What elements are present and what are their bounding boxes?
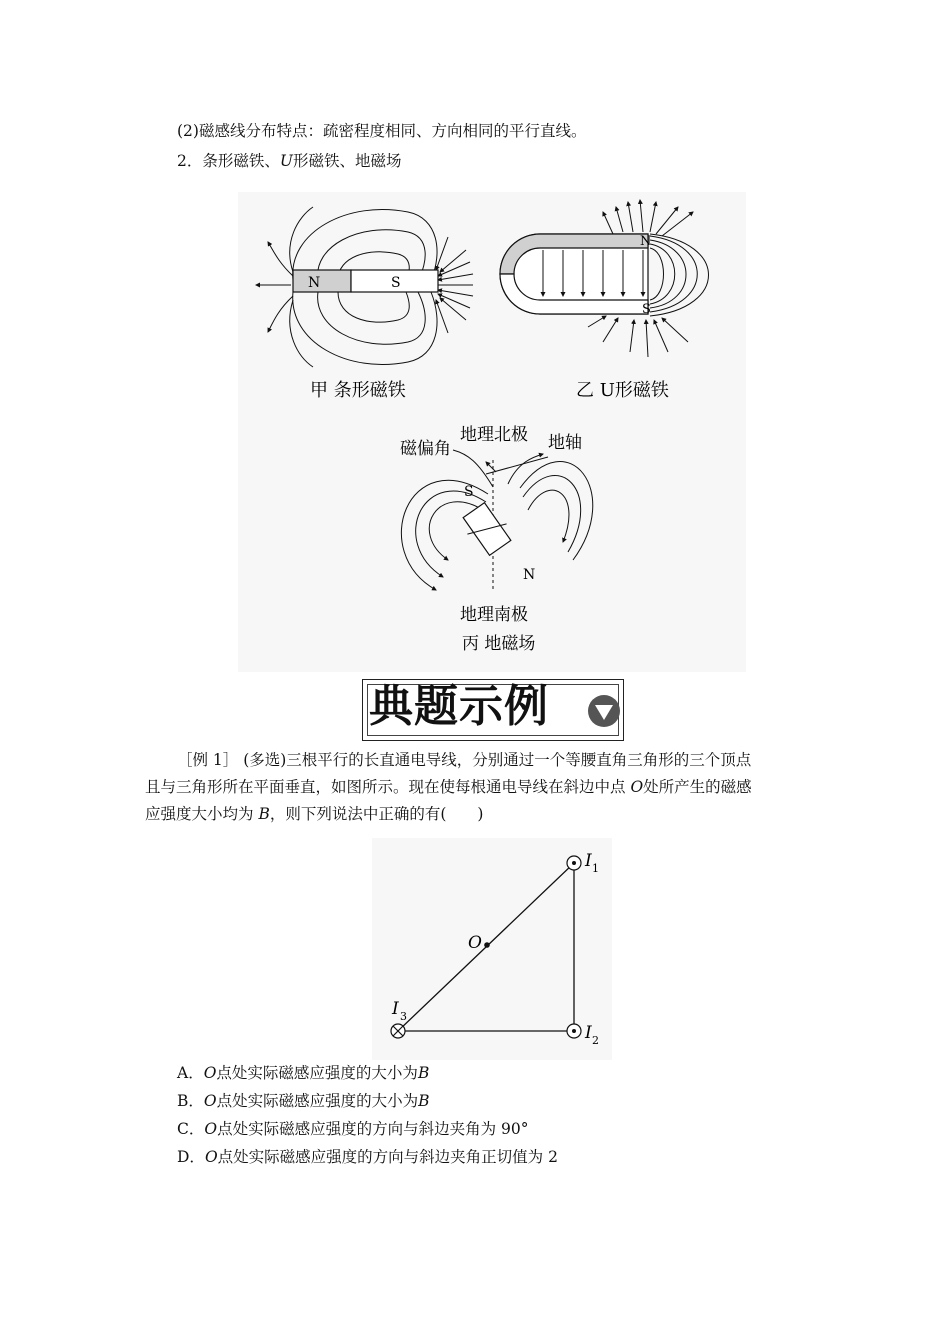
heading-2-u: U xyxy=(279,152,293,170)
label-o: O xyxy=(468,933,482,953)
south-geo-label: 地理南极 xyxy=(460,605,528,625)
item-2-text: (2)磁感线分布特点：疏密程度相同、方向相同的平行直线。 xyxy=(177,122,587,140)
example-line-3-b: ，则下列说法中正确的有( ) xyxy=(269,805,484,823)
label-i1: I xyxy=(585,851,592,871)
option-b-text: 点处实际磁感应强度的大小为 xyxy=(216,1092,419,1110)
u-magnet xyxy=(500,234,648,314)
option-d xyxy=(177,1147,558,1167)
option-c-var: O xyxy=(204,1120,218,1138)
u-caption: 乙 U形磁铁 xyxy=(576,380,669,401)
option-d-prefix: D． xyxy=(177,1148,205,1166)
heading-2-suffix: 形磁铁、地磁场 xyxy=(292,152,402,170)
example-line-3 xyxy=(145,804,483,824)
heading-2 xyxy=(177,151,401,171)
point-o xyxy=(484,942,490,948)
option-b-end: B xyxy=(418,1092,430,1110)
north-geo-label: 地理北极 xyxy=(460,425,528,445)
earth-caption: 丙 地磁场 xyxy=(462,634,536,654)
option-c-text: 点处实际磁感应强度的方向与斜边夹角为 90° xyxy=(217,1120,529,1138)
option-d-var: O xyxy=(204,1148,218,1166)
option-c-prefix: C． xyxy=(177,1120,205,1138)
example-line-2 xyxy=(145,777,752,797)
magnets-figure xyxy=(238,192,746,672)
axis-label: 地轴 xyxy=(548,433,582,453)
example-line-1: ［例 1］ (多选)三根平行的长直通电导线，分别通过一个等腰直角三角形的三个顶点 xyxy=(177,751,752,769)
option-b-var: O xyxy=(203,1092,217,1110)
wire-i2-out-icon xyxy=(567,1024,581,1038)
wire-i1-out-icon xyxy=(567,856,581,870)
example-banner xyxy=(362,679,624,741)
option-b-prefix: B． xyxy=(177,1092,204,1110)
declination-label: 磁偏角 xyxy=(400,439,451,459)
earth-n-label: N xyxy=(523,567,536,583)
option-a-prefix: A． xyxy=(177,1064,204,1082)
down-triangle-icon xyxy=(587,694,621,728)
example-line-2-o: O xyxy=(630,778,644,796)
label-i2: I xyxy=(585,1023,592,1043)
banner-title: 典题示例 xyxy=(369,681,549,732)
example-line-3-a: 应强度大小均为 xyxy=(145,805,259,823)
u-n-label: N xyxy=(640,234,652,249)
option-c xyxy=(177,1119,529,1139)
earth-s-label: S xyxy=(464,484,474,500)
example-line-3-b-var: B xyxy=(258,805,270,823)
example-line-2-a: 且与三角形所在平面垂直，如图所示。现在使每根通电导线在斜边中点 xyxy=(145,778,631,796)
triangle-figure xyxy=(372,838,612,1060)
bar-caption: 甲 条形磁铁 xyxy=(310,380,406,401)
u-s-label: S xyxy=(642,302,651,317)
option-a-end: B xyxy=(417,1064,430,1082)
label-i1-sub: 1 xyxy=(592,862,599,875)
bar-magnet-n-half xyxy=(293,270,351,292)
bar-n-label: N xyxy=(308,275,321,291)
label-i3-sub: 3 xyxy=(400,1010,407,1023)
bar-s-label: S xyxy=(391,275,401,291)
option-d-text: 点处实际磁感应强度的方向与斜边夹角正切值为 2 xyxy=(217,1148,558,1166)
heading-2-prefix: 2．条形磁铁、 xyxy=(177,152,280,170)
wire-i3-in-icon xyxy=(391,1024,405,1038)
option-a-var: O xyxy=(203,1064,217,1082)
label-i3: I xyxy=(392,999,399,1019)
option-a xyxy=(177,1063,429,1083)
label-i2-sub: 2 xyxy=(592,1034,599,1047)
option-a-text: 点处实际磁感应强度的大小为 xyxy=(216,1064,418,1082)
example-line-2-b: 处所产生的磁感 xyxy=(643,778,752,796)
option-b xyxy=(177,1091,430,1111)
